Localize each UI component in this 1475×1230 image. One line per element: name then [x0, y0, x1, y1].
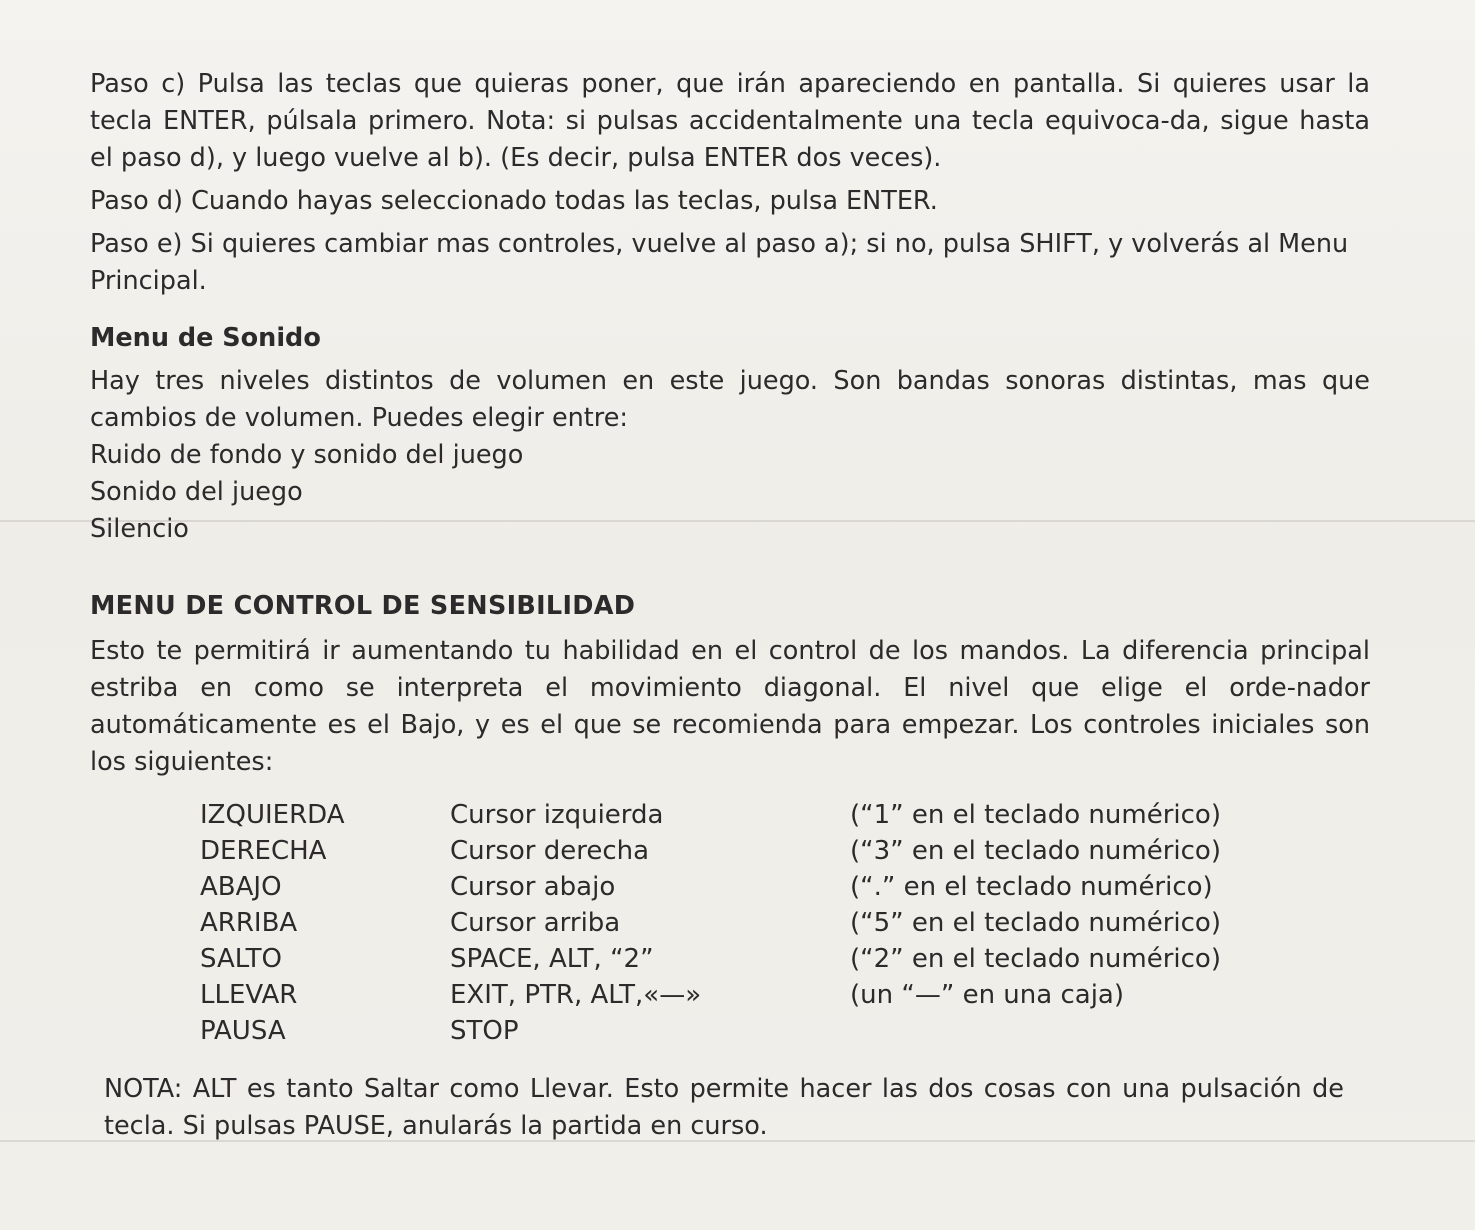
- sensitivity-menu-heading: MENU DE CONTROL DE SENSIBILIDAD: [90, 591, 636, 621]
- control-key: SPACE, ALT, “2”: [450, 944, 654, 974]
- paso-e-paragraph: Paso e) Si quieres cambiar mas controles, vuelve al paso a); si no, pulsa SHIFT, y volverás al Menu Principal.: [90, 229, 1349, 296]
- control-key: Cursor derecha: [450, 836, 650, 866]
- control-key: Cursor arriba: [450, 908, 621, 938]
- control-action: IZQUIERDA: [200, 800, 345, 830]
- table-row: [200, 833, 1221, 869]
- table-row: [200, 869, 1221, 905]
- control-note: (un “—” en una caja): [850, 980, 1124, 1010]
- table-row: [200, 1013, 1221, 1049]
- paso-d-paragraph: Paso d) Cuando hayas seleccionado todas las teclas, pulsa ENTER.: [90, 186, 938, 216]
- control-note: (“1” en el teclado numérico): [850, 800, 1221, 830]
- sound-option: Ruido de fondo y sonido del juego: [90, 440, 524, 470]
- note-paragraph: NOTA: ALT es tanto Saltar como Llevar. Esto permite hacer las dos cosas con una pulsación de tecla. Si pulsas PAUSE, anularás la partida en curso.: [104, 1074, 1344, 1141]
- table-row: [200, 797, 1221, 833]
- table-row: [200, 905, 1221, 941]
- control-note: (“.” en el teclado numérico): [850, 872, 1213, 902]
- control-key: STOP: [450, 1016, 519, 1046]
- sound-menu-intro: Hay tres niveles distintos de volumen en este juego. Son bandas sonoras distintas, mas que cambios de volumen. Puedes elegir entre:: [90, 366, 1370, 433]
- table-row: [200, 977, 1221, 1013]
- paso-c-paragraph: Paso c) Pulsa las teclas que quieras poner, que irán apareciendo en pantalla. Si quieres usar la tecla ENTER, púlsala primero. Nota: si pulsas accidentalmente una tecla equivoca-da, sigue hasta el paso d), y luego vuelve al b). (Es decir, pulsa ENTER dos veces).: [90, 69, 1370, 173]
- control-key: Cursor abajo: [450, 872, 616, 902]
- control-action: ABAJO: [200, 872, 282, 902]
- control-key: Cursor izquierda: [450, 800, 664, 830]
- control-action: SALTO: [200, 944, 283, 974]
- controls-table: [200, 797, 1221, 1049]
- document-body: [90, 66, 1370, 1145]
- table-row: [200, 941, 1221, 977]
- control-note: (“5” en el teclado numérico): [850, 908, 1221, 938]
- control-note: [850, 1013, 1221, 1049]
- control-action: LLEVAR: [200, 980, 298, 1010]
- control-note: (“2” en el teclado numérico): [850, 944, 1221, 974]
- control-action: DERECHA: [200, 836, 327, 866]
- sound-menu-heading: Menu de Sonido: [90, 323, 321, 353]
- control-action: PAUSA: [200, 1016, 286, 1046]
- sound-option: Silencio: [90, 514, 189, 544]
- sensitivity-menu-intro: Esto te permitirá ir aumentando tu habilidad en el control de los mandos. La diferencia principal estriba en como se interpreta el movimiento diagonal. El nivel que elige el orde-nador automáticamente es el Bajo, y es el que se recomienda para empezar. Los controles iniciales son los siguientes:: [90, 636, 1370, 777]
- sound-option: Sonido del juego: [90, 477, 303, 507]
- control-action: ARRIBA: [200, 908, 298, 938]
- control-key: EXIT, PTR, ALT,«—»: [450, 980, 702, 1010]
- control-note: (“3” en el teclado numérico): [850, 836, 1221, 866]
